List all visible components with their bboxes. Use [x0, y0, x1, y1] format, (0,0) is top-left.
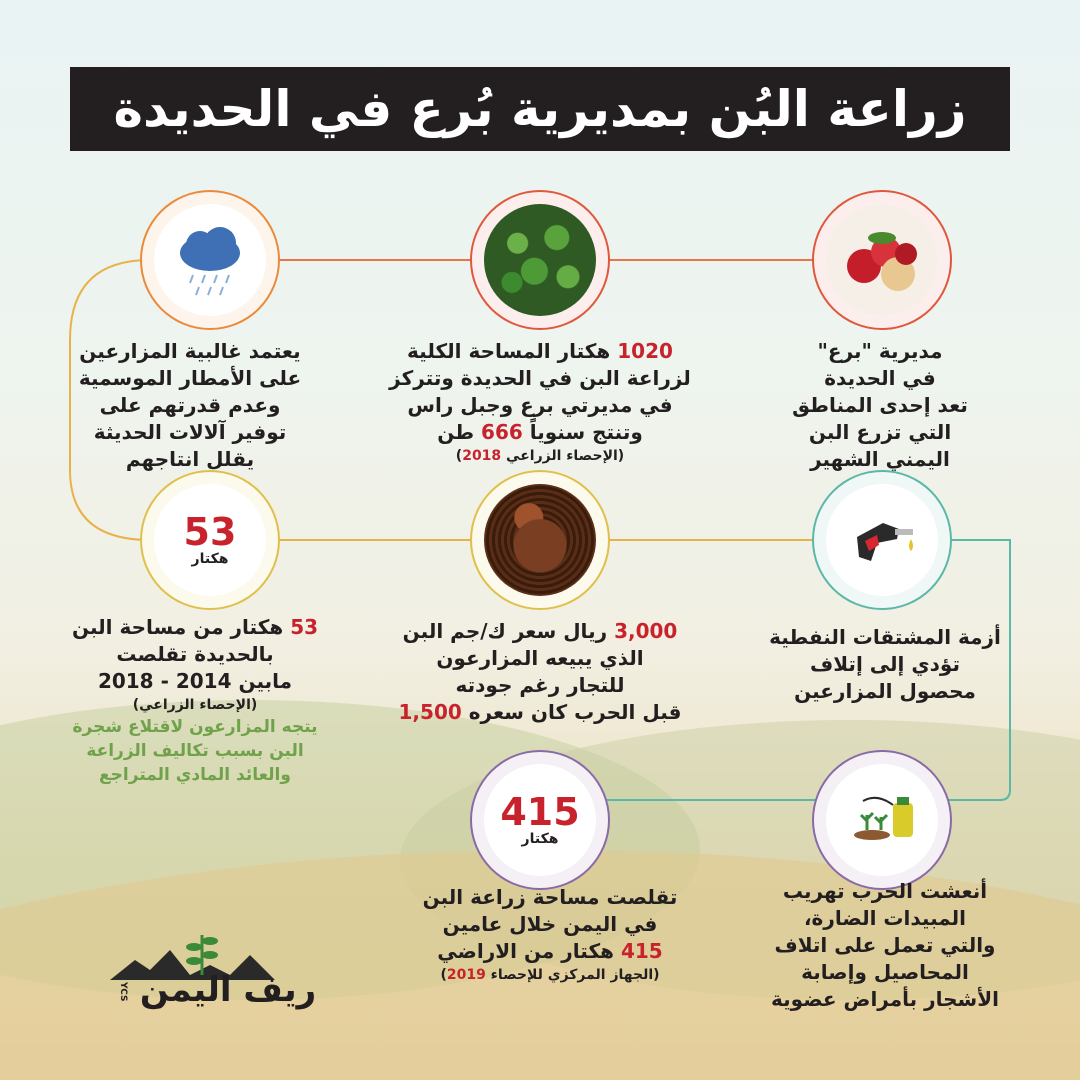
source-year: 2018: [462, 448, 502, 464]
fuel-pump-icon: [837, 495, 927, 585]
fuel-text: [760, 624, 1010, 705]
text-span: ريال سعر ك/جم البن: [402, 619, 615, 643]
rain-text: [60, 338, 320, 473]
shrink53-text: [60, 614, 330, 787]
area-text: [380, 338, 700, 466]
text-line: في الحديدة: [824, 366, 936, 390]
pesticide-circle: [826, 764, 938, 876]
production-number: 666: [481, 420, 523, 444]
stat-415-unit: هكتار: [521, 831, 559, 847]
stat-415-circle: [484, 764, 596, 876]
text-line: [400, 938, 700, 965]
page-title: زراعة البُن بمديرية بُرع في الحديدة: [113, 80, 967, 138]
green-line: البن بسبب تكاليف الزراعة: [86, 741, 304, 761]
price-number: 3,000: [614, 619, 678, 643]
text-span: طن: [437, 420, 482, 444]
seedlings-circle: [484, 204, 596, 316]
source-line: [380, 446, 700, 466]
text-line: للتجار رغم جودته: [455, 673, 625, 697]
old-price-number: 1,500: [398, 700, 462, 724]
text-span: قبل الحرب كان سعره: [461, 700, 682, 724]
text-line: توفير آلالات الحديثة: [93, 420, 287, 444]
rain-circle: [154, 204, 266, 316]
stat-53-number: 53: [183, 510, 237, 554]
text-span: هكتار من الاراضي: [437, 939, 621, 963]
text-line: يقلل انتاجهم: [125, 447, 255, 471]
text-span: هكتار من مساحة البن: [71, 615, 291, 639]
text-line: لزراعة البن في الحديدة وتتركز: [389, 366, 691, 390]
coffee-cherries-photo: [826, 204, 938, 316]
coffee-beans-photo: [484, 484, 596, 596]
text-line: الأشجار بأمراض عضوية: [771, 987, 999, 1011]
text-line: مديرية "برع": [817, 339, 943, 363]
shrink-number: 53: [290, 615, 319, 639]
source-year: 2019: [446, 967, 486, 983]
stat-415-number: 415: [500, 790, 580, 834]
text-line: التي تزرع البن: [808, 420, 952, 444]
text-line: تقلصت مساحة زراعة البن: [422, 885, 678, 909]
text-line: [380, 419, 700, 446]
text-line: تعد إحدى المناطق: [792, 393, 968, 417]
text-line: وعدم قدرتهم على: [99, 393, 281, 417]
logo-side-text: YCS: [118, 981, 128, 1001]
text-line: تؤدي إلى إتلاف: [810, 652, 960, 676]
fuel-circle: [826, 484, 938, 596]
text-line: [60, 614, 330, 641]
text-line: المحاصيل وإصابة: [801, 960, 969, 984]
text-line: [380, 338, 700, 365]
text-line: أزمة المشتقات النفطية: [769, 625, 1001, 649]
coffee-seedlings-photo: [484, 204, 596, 316]
logo-text: [118, 970, 316, 1010]
cherries-circle: [826, 204, 938, 316]
stat-53-circle: [154, 484, 266, 596]
text-line: في اليمن خلال عامين: [442, 912, 658, 936]
yemen-area-number: 415: [620, 939, 663, 963]
text-line: الذي يبيعه المزارعون: [436, 646, 644, 670]
yemen415-text: [400, 884, 700, 985]
rain-cloud-icon: [165, 215, 255, 305]
area-number: 1020: [617, 339, 673, 363]
text-line: [390, 618, 690, 645]
text-span: (الجهاز المركزي للإحصاء: [485, 967, 660, 983]
text-line: في مديرتي برع وجبل راس: [407, 393, 673, 417]
green-line: والعائد المادي المتراجع: [99, 765, 291, 785]
text-line: مابين 2014 - 2018: [97, 669, 293, 693]
stat-53-unit: هكتار: [191, 551, 229, 567]
text-span: هكتار المساحة الكلية: [407, 339, 618, 363]
text-line: اليمني الشهير: [810, 447, 950, 471]
logo-wordmark: ريف اليمن: [139, 970, 317, 1010]
pesticide-sprayer-icon: [837, 775, 927, 865]
pesticide-text: [750, 878, 1020, 1013]
text-line: [390, 699, 690, 726]
text-span: ): [455, 448, 463, 464]
source-line: [400, 965, 700, 985]
text-line: المبيدات الضارة،: [803, 906, 967, 930]
text-line: على الأمطار الموسمية: [78, 366, 302, 390]
text-line: بالحديدة تقلصت: [116, 642, 274, 666]
bura-text: [760, 338, 1000, 473]
text-line: محصول المزارعين: [794, 679, 976, 703]
text-span: ): [440, 967, 447, 983]
source-line: (الإحصاء الزراعي): [132, 697, 258, 713]
green-line: يتجه المزارعون لاقتلاع شجرة: [72, 717, 318, 737]
text-line: يعتمد غالبية المزارعين: [79, 339, 301, 363]
text-line: والتي تعمل على اتلاف: [774, 933, 996, 957]
text-span: وتنتج سنوياً: [522, 420, 643, 444]
text-span: (الإحصاء الزراعي: [501, 448, 625, 464]
text-line: أنعشت الحرب تهريب: [782, 879, 988, 903]
beans-circle: [484, 484, 596, 596]
price-text: [390, 618, 690, 726]
